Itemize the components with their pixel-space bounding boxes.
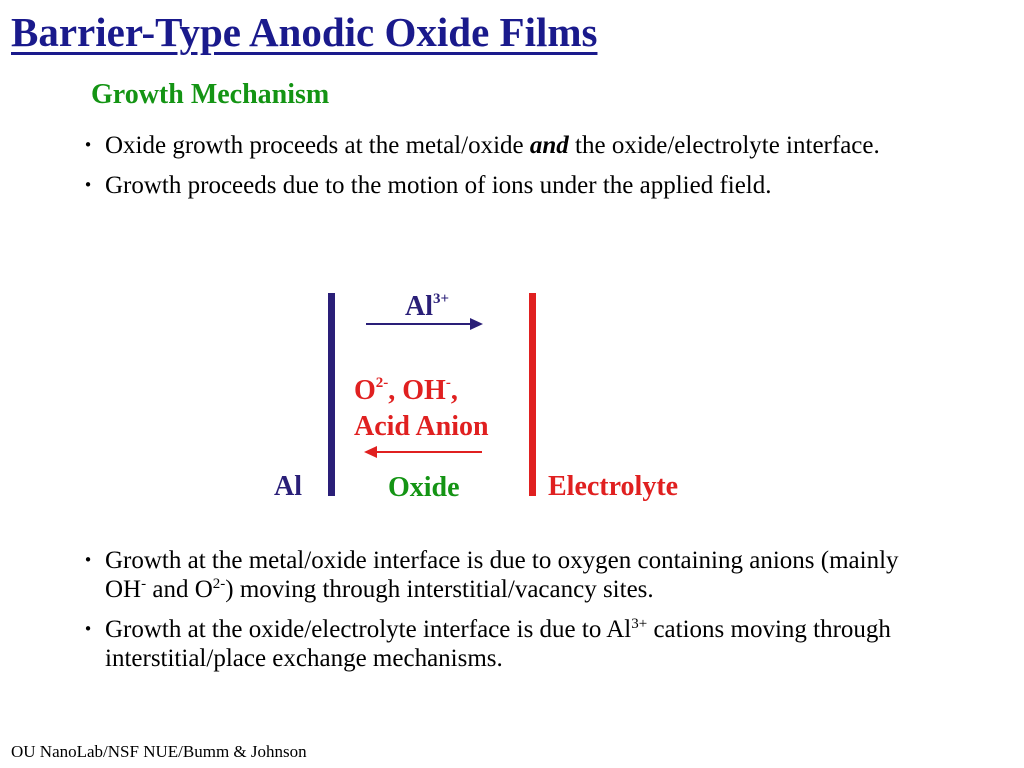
cation-label: $Al^{3+}$ bbox=[405, 291, 450, 322]
metal-oxide-interface-bar bbox=[328, 293, 335, 496]
bullet-item: • Growth at the metal/oxide interface is due to oxygen containing anions (mainly OH- and $O^{2-}$) moving through interstitial/vacancy sites. bbox=[78, 546, 938, 604]
anion-arrow-left-icon bbox=[364, 446, 482, 458]
metal-label: Al bbox=[274, 471, 302, 502]
bullet-item: • Oxide growth proceeds at the metal/oxide and the oxide/electrolyte interface. bbox=[78, 131, 938, 160]
electrolyte-label: Electrolyte bbox=[548, 471, 679, 502]
slide-subtitle: Growth Mechanism bbox=[91, 79, 330, 110]
bullet-item: • Growth at the oxide/electrolyte interface is due to $Al^{3+}$ cations moving through interstitial/place exchange mechanisms. bbox=[78, 615, 938, 673]
acid-anion-label: Acid Anion bbox=[354, 411, 489, 442]
oxide-label: Oxide bbox=[388, 472, 460, 503]
emphasis-text: and bbox=[529, 132, 569, 159]
slide-title: Barrier-Type Anodic Oxide Films bbox=[11, 9, 598, 55]
bullet-dot-icon: • bbox=[83, 620, 93, 638]
oxide-electrolyte-interface-bar bbox=[529, 293, 536, 496]
bullet-list-bottom bbox=[78, 546, 938, 684]
footer-credit: OU NanoLab/NSF NUE/Bumm & Johnson bbox=[11, 742, 307, 761]
bullet-item: • Growth proceeds due to the motion of ions under the applied field. bbox=[78, 171, 938, 200]
bullet-dot-icon: • bbox=[83, 136, 93, 154]
anion-label: $O^{2-}$, OH-, bbox=[354, 375, 458, 406]
bullet-dot-icon: • bbox=[83, 176, 93, 194]
bullet-dot-icon: • bbox=[83, 551, 93, 569]
